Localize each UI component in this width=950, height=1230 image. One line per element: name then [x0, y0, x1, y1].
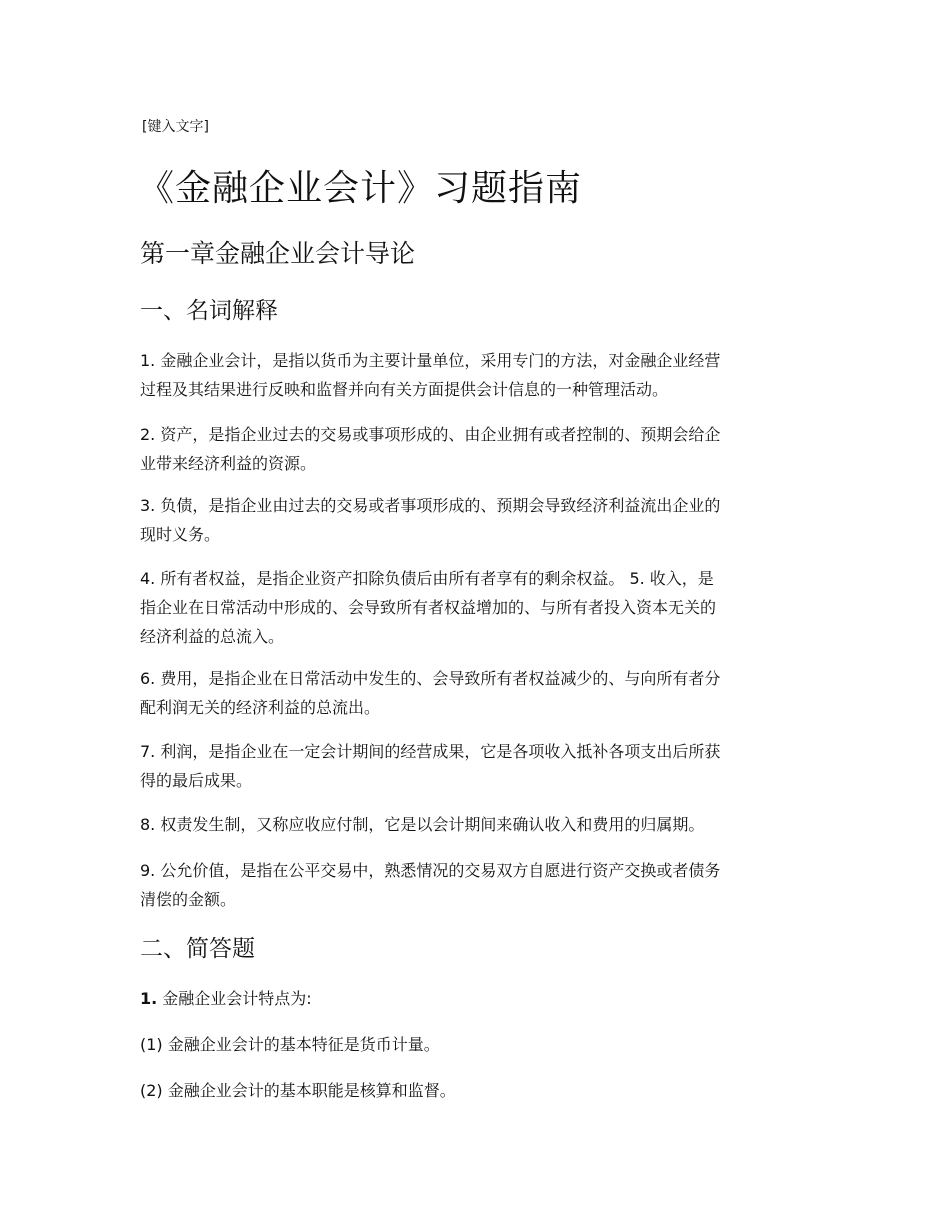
- definition-item: [140, 420, 810, 478]
- definition-line: 2. 资产，是指企业过去的交易或事项形成的、由企业拥有或者控制的、预期会给企: [140, 425, 721, 444]
- definition-item: [140, 491, 810, 549]
- definition-line: 7. 利润，是指企业在一定会计期间的经营成果，它是各项收入抵补各项支出后所获: [140, 742, 721, 761]
- definition-line: 过程及其结果进行反映和监督并向有关方面提供会计信息的一种管理活动。: [140, 380, 669, 399]
- answer-point-line: (1) 金融企业会计的基本特征是货币计量。: [140, 1035, 440, 1054]
- definition-item: [140, 810, 810, 839]
- definition-item: [140, 346, 810, 404]
- document-title: 《金融企业会计》习题指南: [138, 168, 583, 209]
- definition-line: 配利润无关的经济利益的总流出。: [140, 698, 381, 717]
- answer-point-line: (2) 金融企业会计的基本职能是核算和监督。: [140, 1081, 456, 1100]
- definition-line: 1. 金融企业会计，是指以货币为主要计量单位，采用专门的方法，对金融企业经营: [140, 351, 721, 370]
- definition-line: 现时义务。: [140, 525, 221, 544]
- chapter-title: 第一章金融企业会计导论: [140, 239, 416, 268]
- section-heading-definitions: 一、名词解释: [140, 298, 278, 324]
- definition-line: 清偿的金额。: [140, 890, 237, 909]
- definition-line: 9. 公允价值，是指在公平交易中，熟悉情况的交易双方自愿进行资产交换或者债务: [140, 861, 721, 880]
- answer-point: [140, 1076, 810, 1105]
- question-line: [140, 984, 810, 1013]
- definition-item: [140, 564, 810, 651]
- definition-line: 4. 所有者权益，是指企业资产扣除负债后由所有者享有的剩余权益。 5. 收入，是: [140, 569, 714, 588]
- question-item: [140, 984, 810, 1013]
- definition-line: 经济利益的总流入。: [140, 627, 285, 646]
- definition-line: 得的最后成果。: [140, 771, 253, 790]
- definition-line: 6. 费用，是指企业在日常活动中发生的、会导致所有者权益减少的、与向所有者分: [140, 669, 721, 688]
- definition-line: 业带来经济利益的资源。: [140, 454, 317, 473]
- header-placeholder: [键入文字]: [142, 119, 209, 135]
- answer-point: [140, 1030, 810, 1059]
- definition-item: [140, 856, 810, 914]
- definition-item: [140, 664, 810, 722]
- definition-line: 指企业在日常活动中形成的、会导致所有者权益增加的、与所有者投入资本无关的: [140, 598, 717, 617]
- definition-line: 3. 负债，是指企业由过去的交易或者事项形成的、预期会导致经济利益流出企业的: [140, 496, 721, 515]
- definition-item: [140, 737, 810, 795]
- definition-line: 8. 权责发生制，又称应收应付制，它是以会计期间来确认收入和费用的归属期。: [140, 815, 705, 834]
- question-number: 1.: [140, 989, 158, 1008]
- section-heading-short-answer: 二、简答题: [140, 936, 255, 962]
- question-text: 金融企业会计特点为:: [157, 989, 312, 1008]
